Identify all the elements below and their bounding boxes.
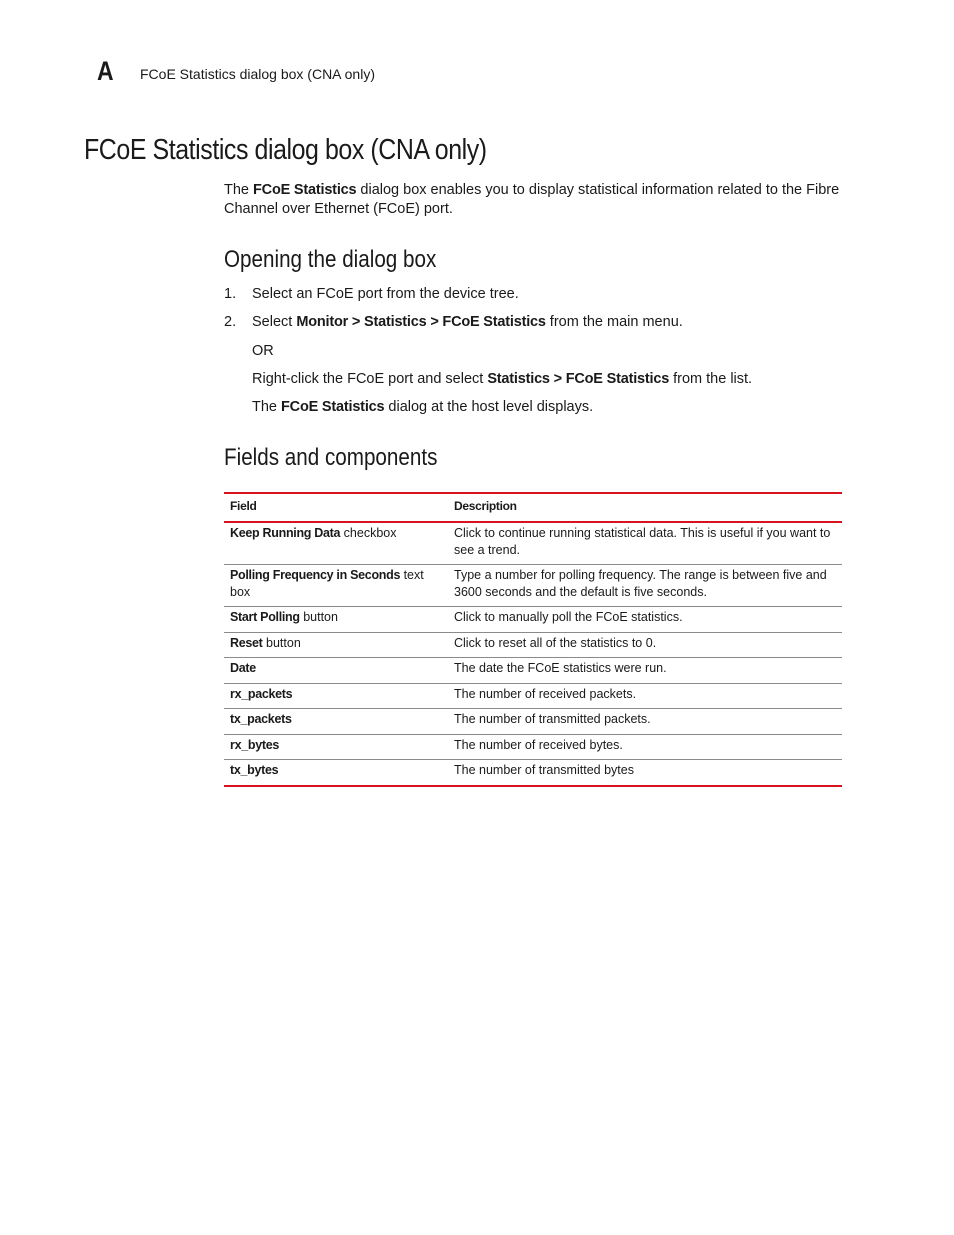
fields-heading: Fields and components [224,444,438,471]
description-cell: The number of received packets. [454,686,637,701]
table-row [224,683,842,709]
step-1 [224,285,519,304]
field-name: Keep Running Data [230,526,341,540]
running-header-title: FCoE Statistics dialog box (CNA only) [140,66,375,82]
table-row [224,658,842,684]
description-cell: The number of transmitted packets. [454,712,651,726]
field-cell [224,658,448,684]
field-cell [224,522,448,565]
column-header-field: Field [230,499,257,513]
appendix-letter: A [97,56,114,86]
field-type: text box [230,568,424,599]
field-name: rx_packets [230,686,293,701]
step-2 [224,313,683,332]
alt-text-pre: Right-click the FCoE port and select [252,371,488,387]
page-title: FCoE Statistics dialog box (CNA only) [84,134,487,166]
field-name: tx_packets [230,712,292,726]
field-cell [224,565,448,607]
field-type: button [262,635,301,650]
field-cell [224,734,448,760]
intro-paragraph [224,181,854,219]
step-2-text-pre: Select [252,314,297,330]
field-cell [224,760,448,786]
alt-menu-path: Statistics > FCoE Statistics [487,371,670,387]
field-cell [224,709,448,735]
result-dialog-name: FCoE Statistics [281,399,385,415]
intro-text-post: dialog box enables you to display statistical information related to the Fibre Channel over Ethernet (FCoE) port. [224,182,840,217]
result-text-pre: The [252,399,282,415]
result-text [252,398,593,417]
table-row [224,709,842,735]
table-row [224,565,842,607]
step-1-number: 1. [224,286,237,302]
table-row [224,522,842,565]
field-name: Date [230,661,256,675]
table-row [224,760,842,786]
intro-text-pre: The [224,182,254,198]
description-cell: Type a number for polling frequency. The range is between five and 3600 seconds and the default is five seconds. [454,568,827,599]
description-cell: The number of received bytes. [454,737,623,752]
field-cell [224,607,448,633]
description-cell: The number of transmitted bytes [454,763,634,777]
alt-text-post: from the list. [669,371,753,387]
table-row [224,734,842,760]
or-text: OR [252,343,274,359]
description-cell: Click to manually poll the FCoE statistics. [454,610,683,624]
alternative-step [252,370,752,389]
table-header-row [224,493,842,522]
field-cell [224,632,448,658]
table-row [224,632,842,658]
column-header-description: Description [454,499,517,513]
field-cell [224,683,448,709]
opening-heading: Opening the dialog box [224,246,437,273]
description-cell: The date the FCoE statistics were run. [454,661,667,675]
step-2-menu-path: Monitor > Statistics > FCoE Statistics [296,314,546,330]
step-1-text: Select an FCoE port from the device tree. [252,286,519,302]
description-cell: Click to reset all of the statistics to 0. [454,635,657,650]
step-2-text-post: from the main menu. [545,314,683,330]
field-name: Reset [230,635,263,650]
description-cell: Click to continue running statistical data. This is useful if you want to see a trend. [454,526,831,557]
field-name: Start Polling [230,610,300,624]
field-type: button [299,610,338,624]
intro-dialog-name: FCoE Statistics [253,182,357,198]
fields-table [224,492,842,787]
step-2-number: 2. [224,314,237,330]
field-name: tx_bytes [230,763,279,777]
field-type: checkbox [340,526,397,540]
field-name: rx_bytes [230,737,280,752]
table-row [224,607,842,633]
result-text-post: dialog at the host level displays. [384,399,594,415]
field-name: Polling Frequency in Seconds [230,568,401,582]
